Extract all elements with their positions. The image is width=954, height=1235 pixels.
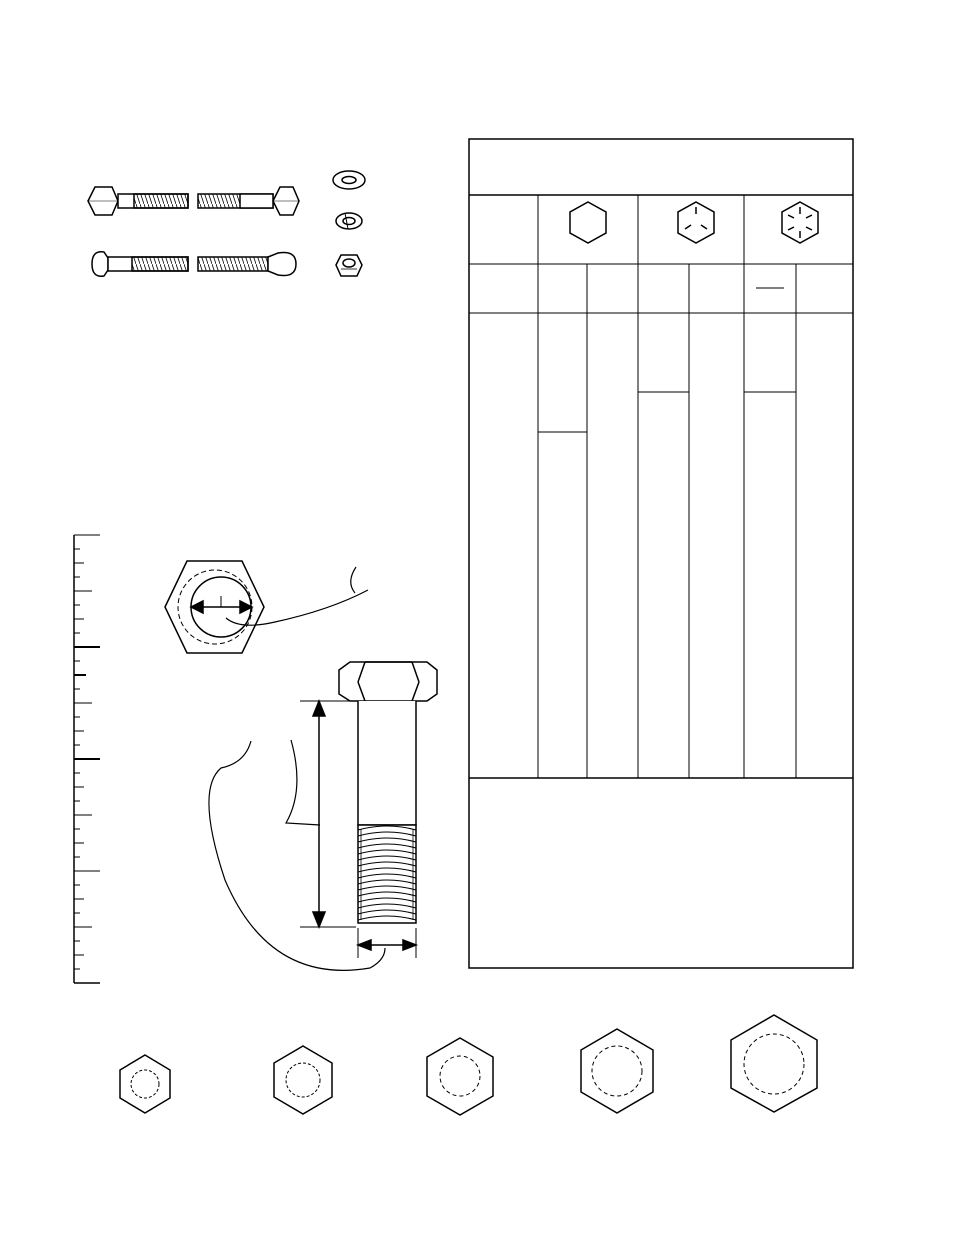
measuring-ruler: [74, 535, 100, 983]
hex-bolt-illustration: [88, 187, 299, 215]
hex-nut-illustration: [336, 255, 362, 276]
hex-gauge-4: [581, 1029, 653, 1113]
flat-washer-illustration: [333, 171, 365, 189]
grade-8-head-icon: [782, 202, 818, 243]
torque-spec-table: [469, 139, 853, 968]
hex-gauge-5: [731, 1015, 817, 1112]
nut-diameter-view: [165, 561, 368, 653]
grade-5-head-icon: [678, 202, 714, 243]
bolt-length-view: [209, 662, 437, 970]
hex-gauge-2: [274, 1046, 332, 1114]
carriage-bolt-illustration: [92, 252, 296, 277]
hex-gauge-1: [120, 1055, 170, 1113]
grade-2-head-icon: [570, 202, 606, 243]
lock-washer-illustration: [336, 213, 362, 229]
hex-gauge-3: [427, 1038, 493, 1115]
